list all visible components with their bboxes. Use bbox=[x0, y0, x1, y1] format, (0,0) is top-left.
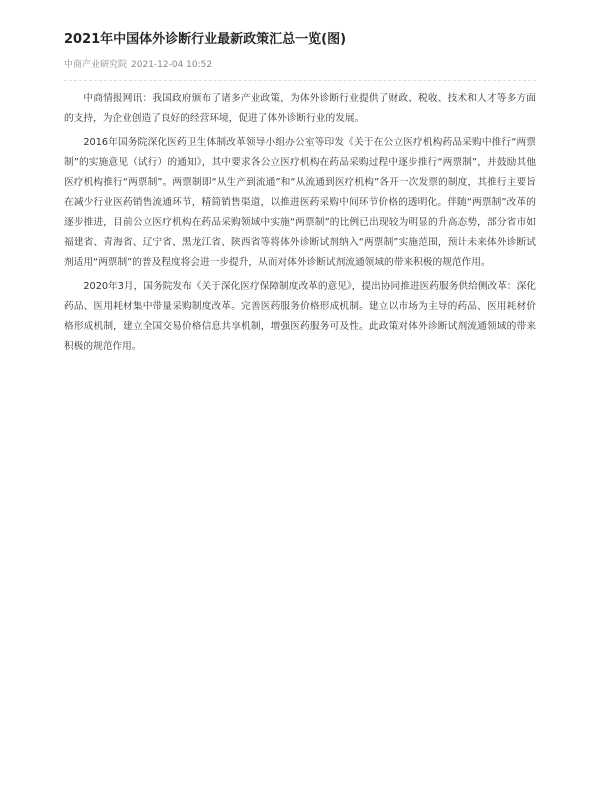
article-paragraph: 2020年3月，国务院发布《关于深化医疗保障制度改革的意见》，提出协同推进医药服务供给侧改革：深化药品、医用耗材集中带量采购制度改革。完善医药服务价格形成机制。建立以市场为主导的药品、医用耗材价格形成机制，建立全国交易价格信息共享机制，增强医药服务可及性。此政策对体外诊断试剂流通领域的带来积极的规范作用。 bbox=[64, 281, 536, 352]
article-title: 2021年中国体外诊断行业最新政策汇总一览(图) bbox=[64, 32, 347, 47]
article-body bbox=[64, 89, 536, 357]
article-paragraph: 2016年国务院深化医药卫生体制改革领导小组办公室等印发《关于在公立医疗机构药品采购中推行“两票制”的实施意见（试行）的通知》，其中要求各公立医疗机构在药品采购过程中逐步推行“两票制”，并鼓励其他医疗机构推行“两票制”。两票制即“从生产到流通”和“从流通到医疗机构”各开一次发票的制度，其推行主要旨在减少行业医药销售流通环节，精简销售渠道，以推进医药采购中间环节价格的透明化。伴随“两票制”改革的逐步推进，目前公立医疗机构在药品采购领域中实施“两票制”的比例已出现较为明显的升高态势，部分省市如福建省、青海省、辽宁省、黑龙江省、陕西省等将体外诊断试剂纳入“两票制”实施范围，预计未来体外诊断试剂适用“两票制”的普及程度将会进一步提升，从而对体外诊断试剂流通领域的带来积极的规范作用。 bbox=[64, 137, 536, 268]
article-source: 中商产业研究院 bbox=[64, 60, 128, 70]
article-paragraph: 中商情报网讯：我国政府颁布了诸多产业政策，为体外诊断行业提供了财政、税收、技术和人才等多方面的支持，为企业创造了良好的经营环境，促进了体外诊断行业的发展。 bbox=[64, 93, 536, 124]
title-divider bbox=[64, 80, 536, 81]
article-datetime: 2021-12-04 10:52 bbox=[131, 60, 213, 70]
article-meta bbox=[64, 58, 536, 72]
